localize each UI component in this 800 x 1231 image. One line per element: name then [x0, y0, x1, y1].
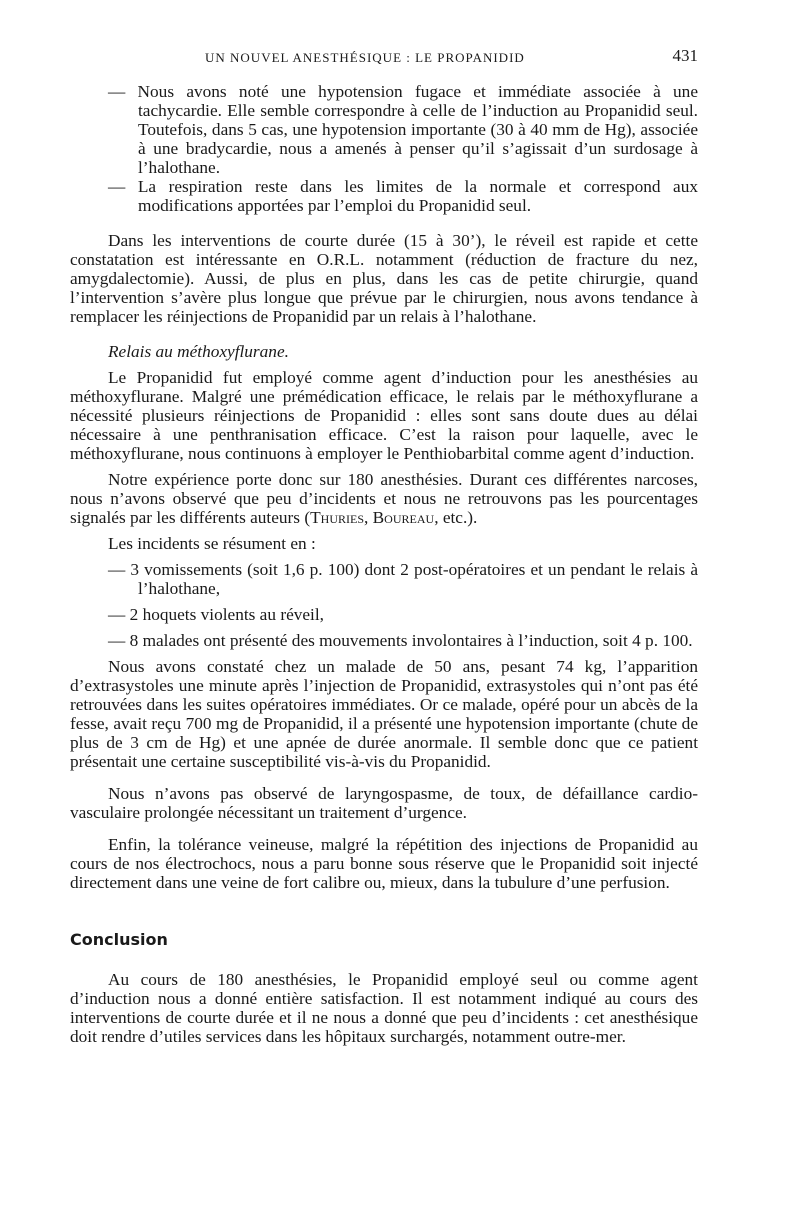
paragraph-methoxyflurane: Le Propanidid fut employé comme agent d’induction pour les anesthésies au méthoxyflurane. Malgré une prémédication efficace, le relais par le méthoxyflurane a nécessité plusieurs réinjections de Propanidid : elles sont sans doute dues au délai nécessaire à une penthranisation efficace. C’est la raison pour laquelle, avec le méthoxyflurane, nous continuons à employer le Penthiobarbital comme agent d’induction. [70, 368, 698, 463]
author-boureau: Boureau [372, 508, 435, 527]
running-head [70, 46, 698, 74]
experience-text-end: , etc.). [434, 508, 478, 527]
subheading-methoxyflurane: Relais au méthoxyflurane. [108, 342, 289, 361]
paragraph-case-report: Nous avons constaté chez un malade de 50 ans, pesant 74 kg, l’apparition d’extrasystoles une minute après l’injection de Propanidid, extrasystoles qui n’ont pas été retrouvées dans les suites opératoires immédiates. Or ce malade, opéré pour un abcès de la fesse, avait reçu 700 mg de Propanidid, il a présenté une hypotension importante (chute de plus de 3 cm de Hg) et une apnée de durée anormale. Il semble donc que ce patient présentait une certaine susceptibilité vis-à-vis du Propanidid. [70, 657, 698, 771]
observation-hypotension: — Nous avons noté une hypotension fugace et immédiate associée à une tachycardie. Elle semble correspondre à celle de l’induction au Propanidid seul. Toutefois, dans 5 cas, une hypotension importante (30 à 40 mm de Hg), associée à une bradycardie, nous a amenés à penser qu’il s’agissait d’un surdosage à l’halothane. [108, 82, 698, 177]
incident-item: — 8 malades ont présenté des mouvements involontaires à l’induction, soit 4 p. 100. [108, 631, 693, 650]
author-thuries: Thuries [310, 508, 365, 527]
observation-respiration: — La respiration reste dans les limites de la normale et correspond aux modifications apportées par l’emploi du Propanidid seul. [108, 177, 698, 215]
incident-item: — 2 hoquets violents au réveil, [108, 605, 324, 624]
section-heading-conclusion: Conclusion [70, 930, 168, 949]
paragraph-incidents-intro: Les incidents se résument en : [108, 534, 316, 553]
paragraph-no-complications: Nous n’avons pas observé de laryngospasme, de toux, de défaillance cardio-vasculaire prolongée nécessitant un traitement d’urgence. [70, 784, 698, 822]
paragraph-venous-tolerance: Enfin, la tolérance veineuse, malgré la répétition des injections de Propanidid au cours de nos électrochocs, nous a paru bonne sous réserve que le Propanidid soit injecté directement dans une veine de fort calibre ou, mieux, dans la tubulure d’une perfusion. [70, 835, 698, 892]
paragraph-short-interventions: Dans les interventions de courte durée (15 à 30’), le réveil est rapide et cette constatation est intéressante en O.R.L. notamment (réduction de fracture du nez, amygdalectomie). Aussi, de plus en plus, dans les cas de petite chirurgie, quand l’intervention s’avère plus longue que prévue par le chirurgien, nous avons tendance à remplacer les réinjections de Propanidid par un relais à l’halothane. [70, 231, 698, 326]
page-body [70, 82, 698, 1046]
experience-text: Notre expérience porte donc sur 180 anesthésies. Durant ces différentes narcoses, nous n’avons observé que peu d’incidents et nous ne retrouvons pas les pourcentages signalés par les différents auteurs ( [70, 470, 698, 527]
author-separator: , [364, 508, 373, 527]
paragraph-experience [70, 470, 698, 527]
running-head-title: UN NOUVEL ANESTHÉSIQUE : LE PROPANIDID [205, 50, 525, 65]
page-number: 431 [672, 46, 698, 65]
paragraph-conclusion: Au cours de 180 anesthésies, le Propanidid employé seul ou comme agent d’induction nous a donné entière satisfaction. Il est notamment indiqué au cours des interventions de courte durée et il ne nous a donné que peu d’incidents : cet anesthésique doit rendre d’utiles services dans les hôpitaux surchargés, notamment outre-mer. [70, 970, 698, 1046]
incident-item: — 3 vomissements (soit 1,6 p. 100) dont 2 post-opératoires et un pendant le relais à l’halothane, [108, 560, 698, 598]
